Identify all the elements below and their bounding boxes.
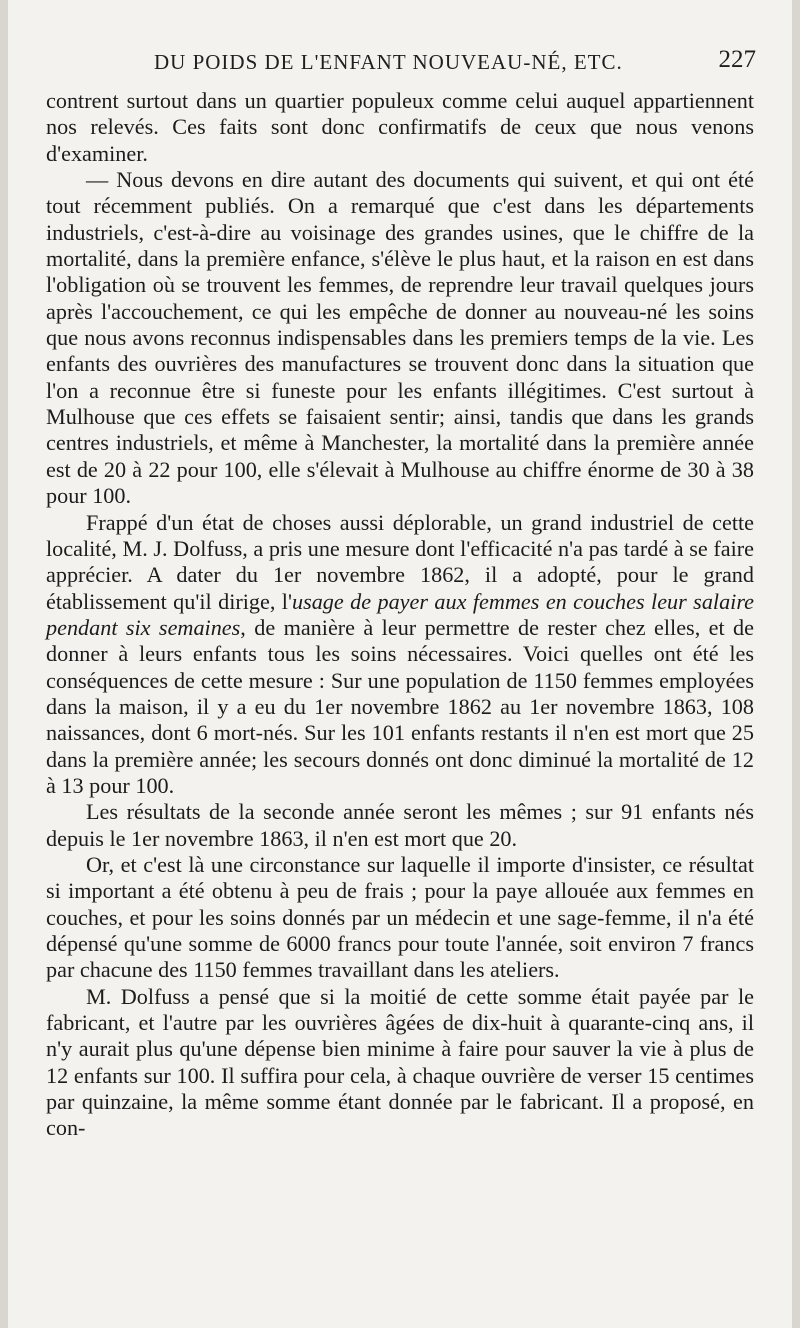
paragraph-5: Or, et c'est là une circonstance sur laquelle il importe d'insister, ce résultat si important a été obtenu à peu de frais ; pour la paye allouée aux femmes en couches, et pour les soins donnés par un médecin et une sage-femme, il n'a été dépensé qu'une somme de 6000 francs pour toute l'année, soit environ 7 francs par chacune des 1150 femmes travaillant dans les ateliers. — [46, 851, 754, 983]
paragraph-4: Les résultats de la seconde année seront les mêmes ; sur 91 enfants nés depuis le 1er novembre 1863, il n'en est mort que 20. — [46, 799, 754, 851]
paragraph-6: M. Dolfuss a pensé que si la moitié de cette somme était payée par le fabricant, et l'autre par les ouvrières âgées de dix-huit à quarante-cinq ans, il n'y aurait plus qu'une dépense bien minime à faire pour sauver la vie à plus de 12 enfants sur 100. Il suffira pour cela, à chaque ouvrière de verser 15 centimes par quinzaine, la même somme étant donnée par le fabricant. Il a proposé, en con- — [46, 983, 754, 1141]
page-body — [46, 88, 754, 1142]
book-page — [8, 0, 792, 1328]
paragraph-3-text-start: Frappé d'un état de choses aussi déplorable, un grand industriel de cette localité, M. J. Dolfuss, a pris une mesure dont l'efficacité n'a pas tardé à se faire apprécier. A dater du 1er novembre 1862, il a adopté, pour le grand établissement qu'il dirige, l' — [46, 509, 754, 614]
paragraph-3 — [46, 510, 754, 800]
paragraph-3-emphasis: usage de payer aux femmes en couches leur salaire pendant six semaines — [46, 588, 754, 640]
paragraph-3-text-end: , de manière à leur permettre de rester chez elles, et de donner à leurs enfants tous les soins nécessaires. Voici quelles ont été les conséquences de cette mesure : Sur une population de 1150 femmes employées dans la maison, il y a eu du 1er novembre 1862 au 1er novembre 1863, 108 naissances, dont 6 mort-nés. Sur les 101 enfants restants il n'en est mort que 25 dans la première année; les secours donnés ont donc diminué la mortalité de 12 à 13 pour 100. — [46, 614, 755, 798]
paragraph-2: — Nous devons en dire autant des documents qui suivent, et qui ont été tout récemment publiés. On a remarqué que c'est dans les départements industriels, c'est-à-dire au voisinage des grandes usines, que le chiffre de la mortalité, dans la première enfance, s'élève le plus haut, et la raison en est dans l'obligation où se trouvent les femmes, de reprendre leur travail quelques jours après l'accouchement, ce qui les empêche de donner au nouveau-né les soins que nous avons reconnus indispensables dans les premiers temps de la vie. Les enfants des ouvrières des manufactures se trouvent donc dans la situation que l'on a reconnue être si funeste pour les enfants illégitimes. C'est surtout à Mulhouse que ces effets se faisaient sentir; ainsi, tandis que dans les grands centres industriels, et même à Manchester, la mortalité dans la première année est de 20 à 22 pour 100, elle s'élevait à Mulhouse au chiffre énorme de 30 à 38 pour 100. — [46, 167, 754, 509]
page-header — [46, 44, 756, 84]
running-title: DU POIDS DE L'ENFANT NOUVEAU-NÉ, ETC. — [154, 50, 623, 74]
page-number: 227 — [718, 46, 756, 73]
paragraph-1: contrent surtout dans un quartier populeux comme celui auquel appartiennent nos relevés. Ces faits sont donc confirmatifs de ceux que nous venons d'examiner. — [46, 88, 754, 166]
